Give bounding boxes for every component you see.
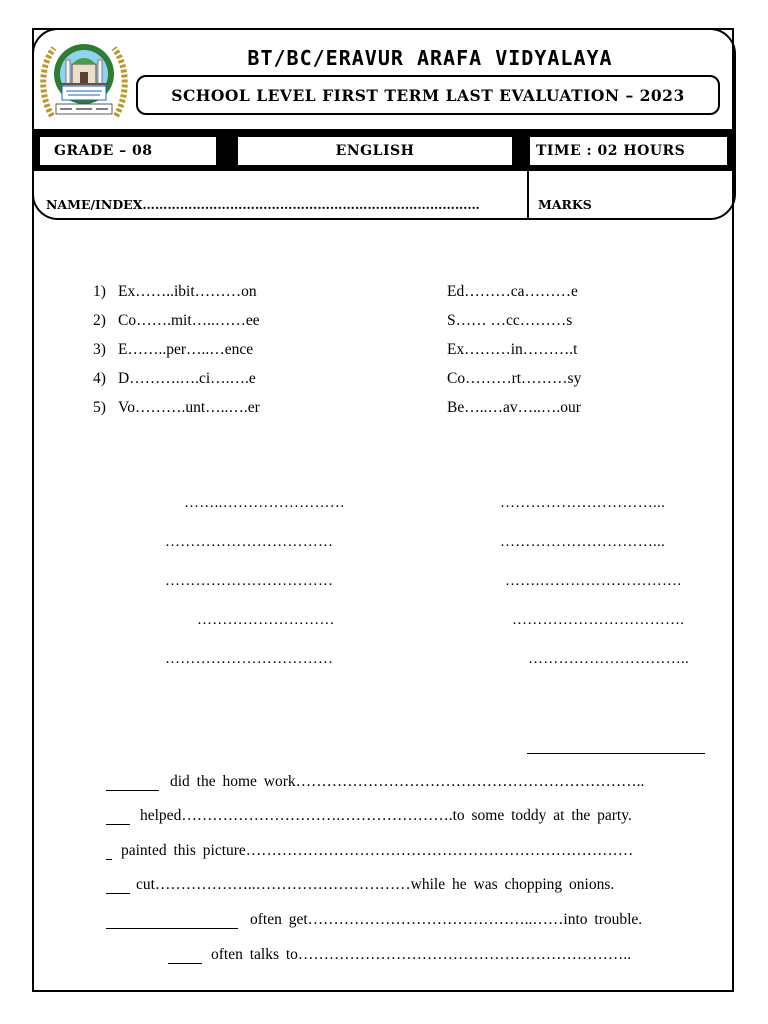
grade-label: GRADE – 08 [40,137,216,165]
spelling-item-right: S…… …cc………s [447,312,573,329]
marks-label: MARKS [538,197,592,212]
answer-line-left: ……..…………………… [184,495,346,511]
name-index-field: NAME/INDEX……………………………………………………………………… [46,197,480,212]
subject-label: ENGLISH [238,137,512,165]
blank-line [106,859,112,860]
exam-title: SCHOOL LEVEL FIRST TERM LAST EVALUATION – 2023 [136,75,720,115]
answer-line-right: …………………………... [500,534,666,550]
answer-line-right: …………………………... [500,495,666,511]
spelling-item-right: Ed………ca………e [447,283,578,300]
sentence-text: often talks to……………………………………………………….. [211,946,632,963]
school-name: BT/BC/ERAVUR ARAFA VIDYALAYA [247,46,613,70]
spelling-item-right: Ex………in……….t [447,341,578,358]
sentence-text: cut………………..…………………………while he was chopping onions. [136,876,615,893]
spelling-item-right: Be…..…av…..….our [447,399,581,416]
answer-line-right: …….………………………. [505,573,682,589]
spelling-item-number: 2) [93,312,106,329]
school-logo-icon [38,36,130,122]
spelling-item-number: 5) [93,399,106,416]
spelling-item-right: Co………rt………sy [447,370,582,387]
spelling-item-left: Co…….mit…..……ee [118,312,260,329]
header-underline [527,753,705,754]
spelling-item-left: Ex……..ibit………on [118,283,257,300]
spelling-item-left: E……..per…..…ence [118,341,254,358]
blank-line [106,824,130,825]
spelling-item-left: D……….….ci….….e [118,370,256,387]
spelling-item-number: 3) [93,341,106,358]
sentence-text: painted this picture………………………………………………………………… [121,842,634,859]
blank-line [106,928,238,929]
sentence-text: often get……………………………………..……into trouble. [250,911,643,928]
blank-line [106,893,130,894]
answer-line-right: ……………………………. [512,612,685,628]
spelling-item-number: 1) [93,283,106,300]
sentence-text: did the home work………………………………………………………….. [170,773,645,790]
answer-line-right: ………………………….. [528,651,690,667]
answer-line-left: …………………………… [165,573,334,589]
answer-line-left: …………………………… [165,651,334,667]
blank-line [168,963,202,964]
blank-line [106,790,159,791]
spelling-item-left: Vo……….unt…..….er [118,399,260,416]
sentence-text: helped………………………….………………….to some toddy at the party. [140,807,632,824]
spelling-item-number: 4) [93,370,106,387]
answer-line-left: …………………………… [165,534,334,550]
answer-line-left: ……………………… [197,612,335,628]
time-label: TIME : 02 HOURS [530,137,727,165]
